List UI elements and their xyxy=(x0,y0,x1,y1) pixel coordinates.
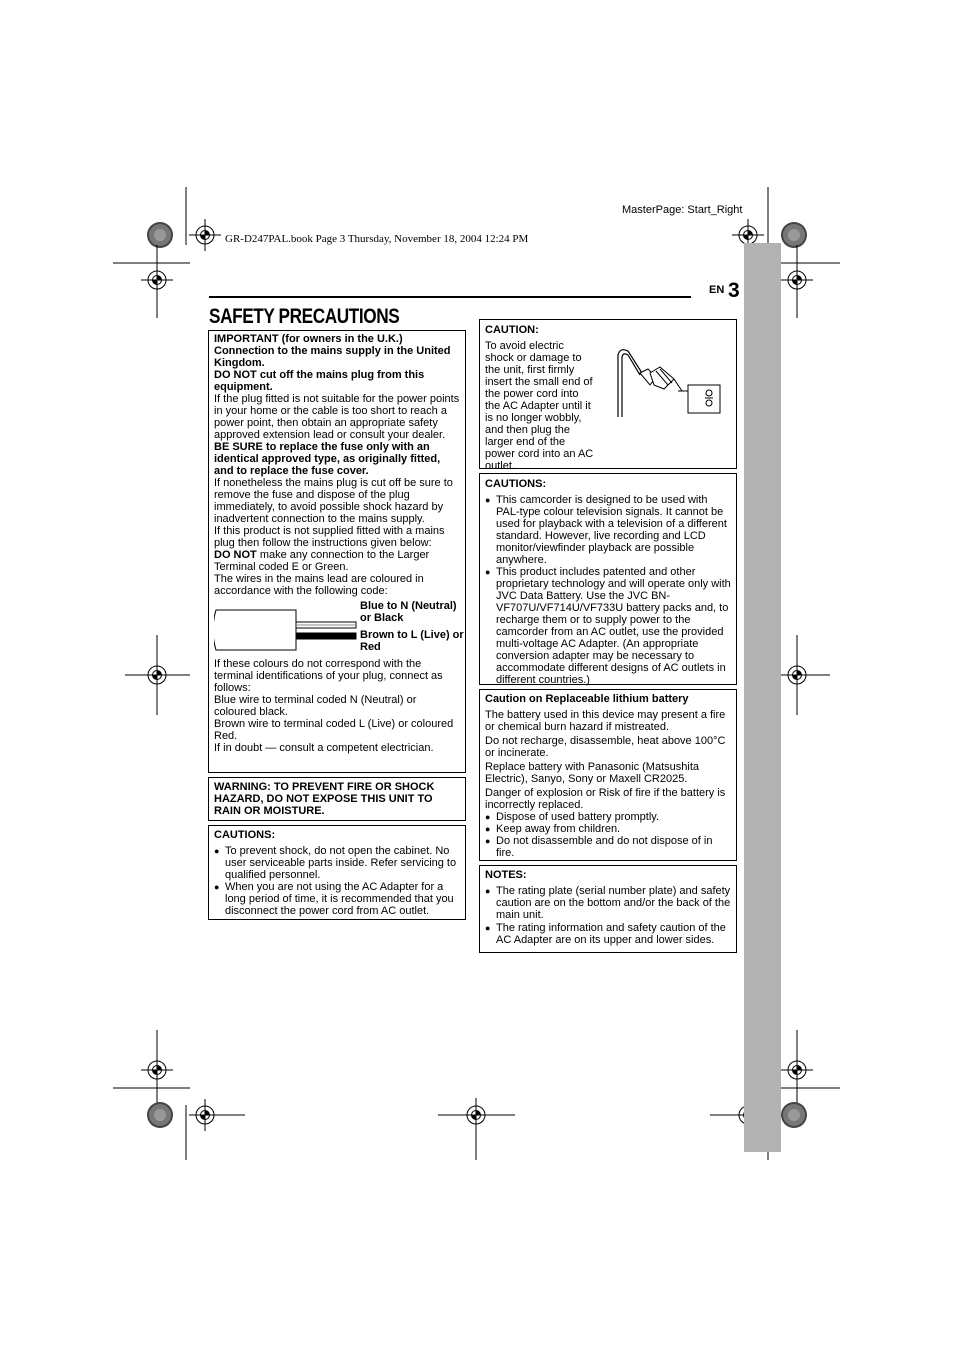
important-p5: If nonetheless the mains plug is cut off be sure to remove the fuse and dispose of the plug immediately, to avoid possible shock hazard by inadvertent connection to the mains supply. xyxy=(214,477,453,525)
important-p11: Brown wire to terminal coded L (Live) or coloured Red. xyxy=(214,718,454,742)
important-p4: BE SURE to replace the fuse only with an identical approved type, as originally fitted, and to replace the fuse cover. xyxy=(214,441,441,477)
list-item: ● This camcorder is designed to be used with PAL-type colour television signals. It cannot be used for playback with a television of a different standard. However, live recording and LCD monitor/viewfinder playback are possible anywhere. xyxy=(485,494,731,566)
important-p8: The wires in the mains lead are coloured in accordance with the following code: xyxy=(214,573,424,597)
notes-heading: NOTES: xyxy=(485,869,527,881)
important-p2: DO NOT cut off the mains plug from this equipment. xyxy=(214,369,425,393)
lithium-list xyxy=(485,811,731,859)
list-item: ● Do not disassemble and do not dispose of in fire. xyxy=(485,835,731,859)
important-p12: If in doubt — consult a competent electrician. xyxy=(214,742,434,754)
caution-cord-box xyxy=(479,319,737,472)
important-p10: Blue wire to terminal coded N (Neutral) or coloured black. xyxy=(214,694,417,718)
wire-blue-label: Blue to N (Neutral) or Black xyxy=(360,600,457,624)
cautions-left-box xyxy=(208,825,466,920)
cautions-left-list xyxy=(214,845,460,917)
list-item: ● Dispose of used battery promptly. xyxy=(485,811,731,823)
important-p6: If this product is not supplied fitted with a mains plug then follow the instructions given below: xyxy=(214,525,445,549)
caution-cord-text: To avoid electric shock or damage to the unit, first firmly insert the small end of the power cord into the AC Adapter until it is no longer wobbly, and then plug the larger end of the power cord into an AC outlet. xyxy=(485,340,594,472)
lithium-p2: Do not recharge, disassemble, heat above 100°C or incinerate. xyxy=(485,735,726,759)
caution-cord-heading: CAUTION: xyxy=(485,324,539,336)
important-heading: IMPORTANT (for owners in the U.K.) xyxy=(214,333,403,345)
header-rule xyxy=(209,296,691,298)
important-p7 xyxy=(214,549,460,573)
list-item: ● The rating plate (serial number plate) and safety caution are on the bottom and/or the back of the main unit. xyxy=(485,885,731,921)
cautions-right-list xyxy=(485,494,731,686)
warning-text: WARNING: TO PREVENT FIRE OR SHOCK HAZARD, DO NOT EXPOSE THIS UNIT TO RAIN OR MOISTURE. xyxy=(214,781,435,817)
cautions-left-heading: CAUTIONS: xyxy=(214,829,276,841)
list-item: ● This product includes patented and other proprietary technology and will operate only with JVC Data Battery. Use the JVC BN-VF707U/VF714U/VF733U battery packs and, to recharge them or to supply power to the camcorder from an AC outlet, use the provided multi-voltage AC Adapter. (An appropriate conversion adapter may be necessary to accommodate different designs of AC outlets in different countries.) xyxy=(485,566,731,686)
important-p7-rest: make any connection to the Larger Terminal coded E or Green. xyxy=(214,549,430,573)
important-p9: If these colours do not correspond with the terminal identifications of your plug, connect as follows: xyxy=(214,658,443,694)
mains-lead-illustration xyxy=(214,600,359,658)
important-uk-box xyxy=(208,330,466,773)
list-item: ● Keep away from children. xyxy=(485,823,731,835)
notes-box xyxy=(479,865,737,953)
important-p3: If the plug fitted is not suitable for the power points in your home or the cable is too short to reach a power point, then obtain an appropriate safety approved extension lead or consult your dealer. xyxy=(214,393,460,441)
lithium-p3: Replace battery with Panasonic (Matsushita Electric), Sanyo, Sony or Maxell CR2025. xyxy=(485,761,699,785)
lithium-battery-box xyxy=(479,689,737,861)
masterpage-label: MasterPage: Start_Right xyxy=(622,204,743,216)
power-cord-illustration xyxy=(612,345,724,417)
lithium-p1: The battery used in this device may present a fire or chemical burn hazard if mistreated. xyxy=(485,709,726,733)
book-info-line: GR-D247PAL.book Page 3 Thursday, November 18, 2004 12:24 PM xyxy=(225,233,529,245)
page-edge-tab xyxy=(744,243,781,1152)
cautions-right-box xyxy=(479,473,737,685)
list-item: ● To prevent shock, do not open the cabinet. No user serviceable parts inside. Refer servicing to qualified personnel. xyxy=(214,845,460,881)
language-label: EN xyxy=(709,284,725,296)
page-title: SAFETY PRECAUTIONS xyxy=(209,305,400,328)
list-item: ● The rating information and safety caution of the AC Adapter are on its upper and lower sides. xyxy=(485,922,731,946)
important-p1: Connection to the mains supply in the United Kingdom. xyxy=(214,345,451,369)
cautions-right-heading: CAUTIONS: xyxy=(485,478,547,490)
list-item: ● When you are not using the AC Adapter for a long period of time, it is recommended that you disconnect the power cord from AC outlet. xyxy=(214,881,460,917)
warning-box xyxy=(208,777,466,821)
wire-diagram xyxy=(214,600,464,658)
lithium-heading: Caution on Replaceable lithium battery xyxy=(485,693,689,705)
important-p7-bold: DO NOT xyxy=(214,549,257,561)
notes-list xyxy=(485,885,731,946)
lithium-p4: Danger of explosion or Risk of fire if the battery is incorrectly replaced. xyxy=(485,787,726,811)
wire-brown-label: Brown to L (Live) or Red xyxy=(360,629,464,653)
page-number: 3 xyxy=(728,279,740,302)
